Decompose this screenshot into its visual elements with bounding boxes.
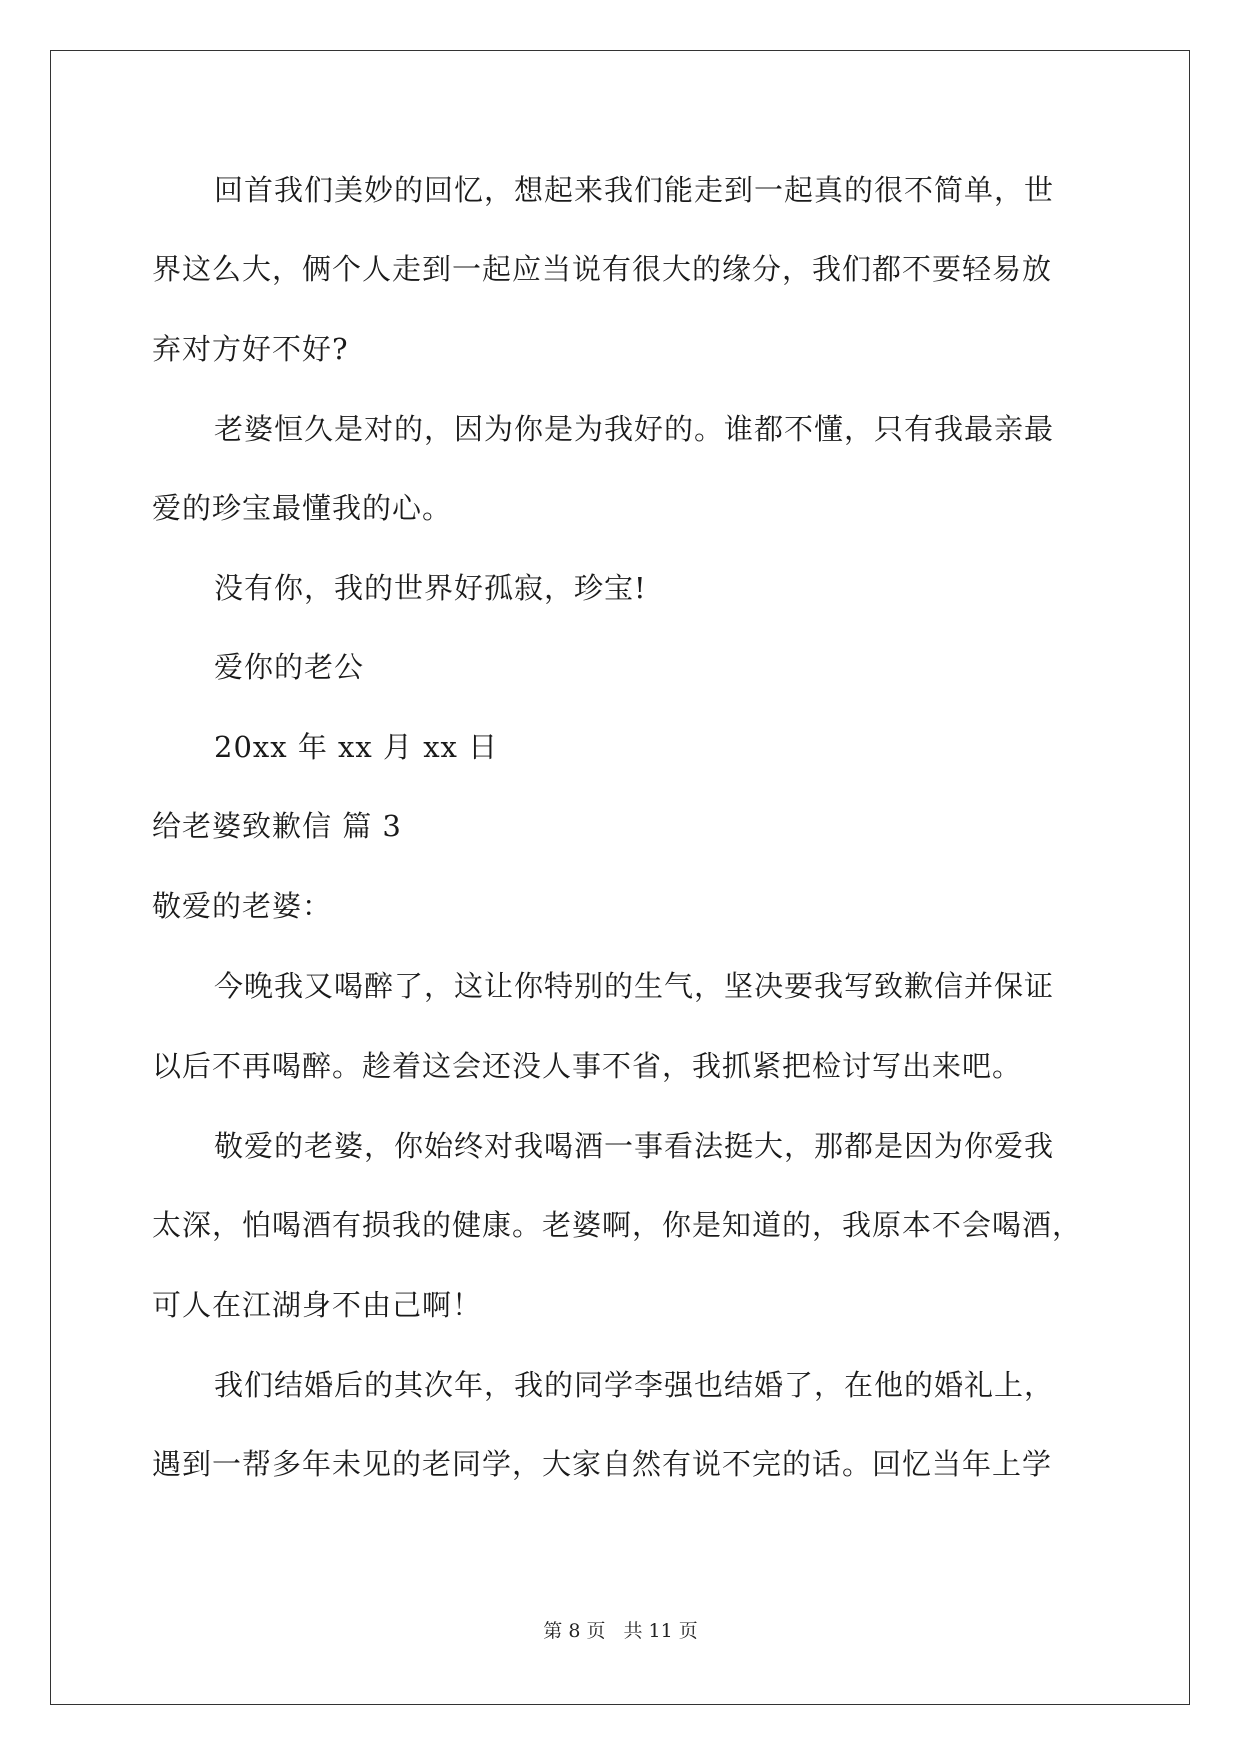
paragraph-line: 没有你，我的世界好孤寂，珍宝! [214,571,647,605]
paragraph-line: 爱的珍宝最懂我的心。 [152,491,453,525]
paragraph-line: 我们结婚后的其次年，我的同学李强也结婚了，在他的婚礼上， [214,1368,1055,1402]
date-line: 20xx 年 xx 月 xx 日 [214,730,499,764]
page-number-total: 共 11 页 [623,1620,698,1642]
paragraph-line: 弃对方好不好? [152,332,349,366]
section-title: 给老婆致歉信 篇 3 [152,809,402,843]
paragraph-line: 太深，怕喝酒有损我的健康。老婆啊，你是知道的，我原本不会喝酒， [152,1208,1083,1242]
paragraph-line: 界这么大，俩个人走到一起应当说有很大的缘分，我们都不要轻易放 [152,252,1053,286]
salutation: 敬爱的老婆： [152,889,333,923]
paragraph-line: 老婆恒久是对的，因为你是为我好的。谁都不懂，只有我最亲最 [214,412,1055,446]
paragraph-line: 回首我们美妙的回忆，想起来我们能走到一起真的很不简单，世 [214,173,1055,207]
paragraph-line: 今晚我又喝醉了，这让你特别的生气，坚决要我写致歉信并保证 [214,969,1055,1003]
page-number-current: 第 8 页 [543,1620,606,1642]
paragraph-line: 遇到一帮多年未见的老同学，大家自然有说不完的话。回忆当年上学 [152,1447,1053,1481]
paragraph-line: 可人在江湖身不由己啊！ [152,1288,483,1322]
signature-line: 爱你的老公 [214,650,365,684]
paragraph-line: 以后不再喝醉。趁着这会还没人事不省，我抓紧把检讨写出来吧。 [152,1049,1023,1083]
paragraph-line: 敬爱的老婆，你始终对我喝酒一事看法挺大，那都是因为你爱我 [214,1129,1055,1163]
page-footer [0,1618,1241,1644]
